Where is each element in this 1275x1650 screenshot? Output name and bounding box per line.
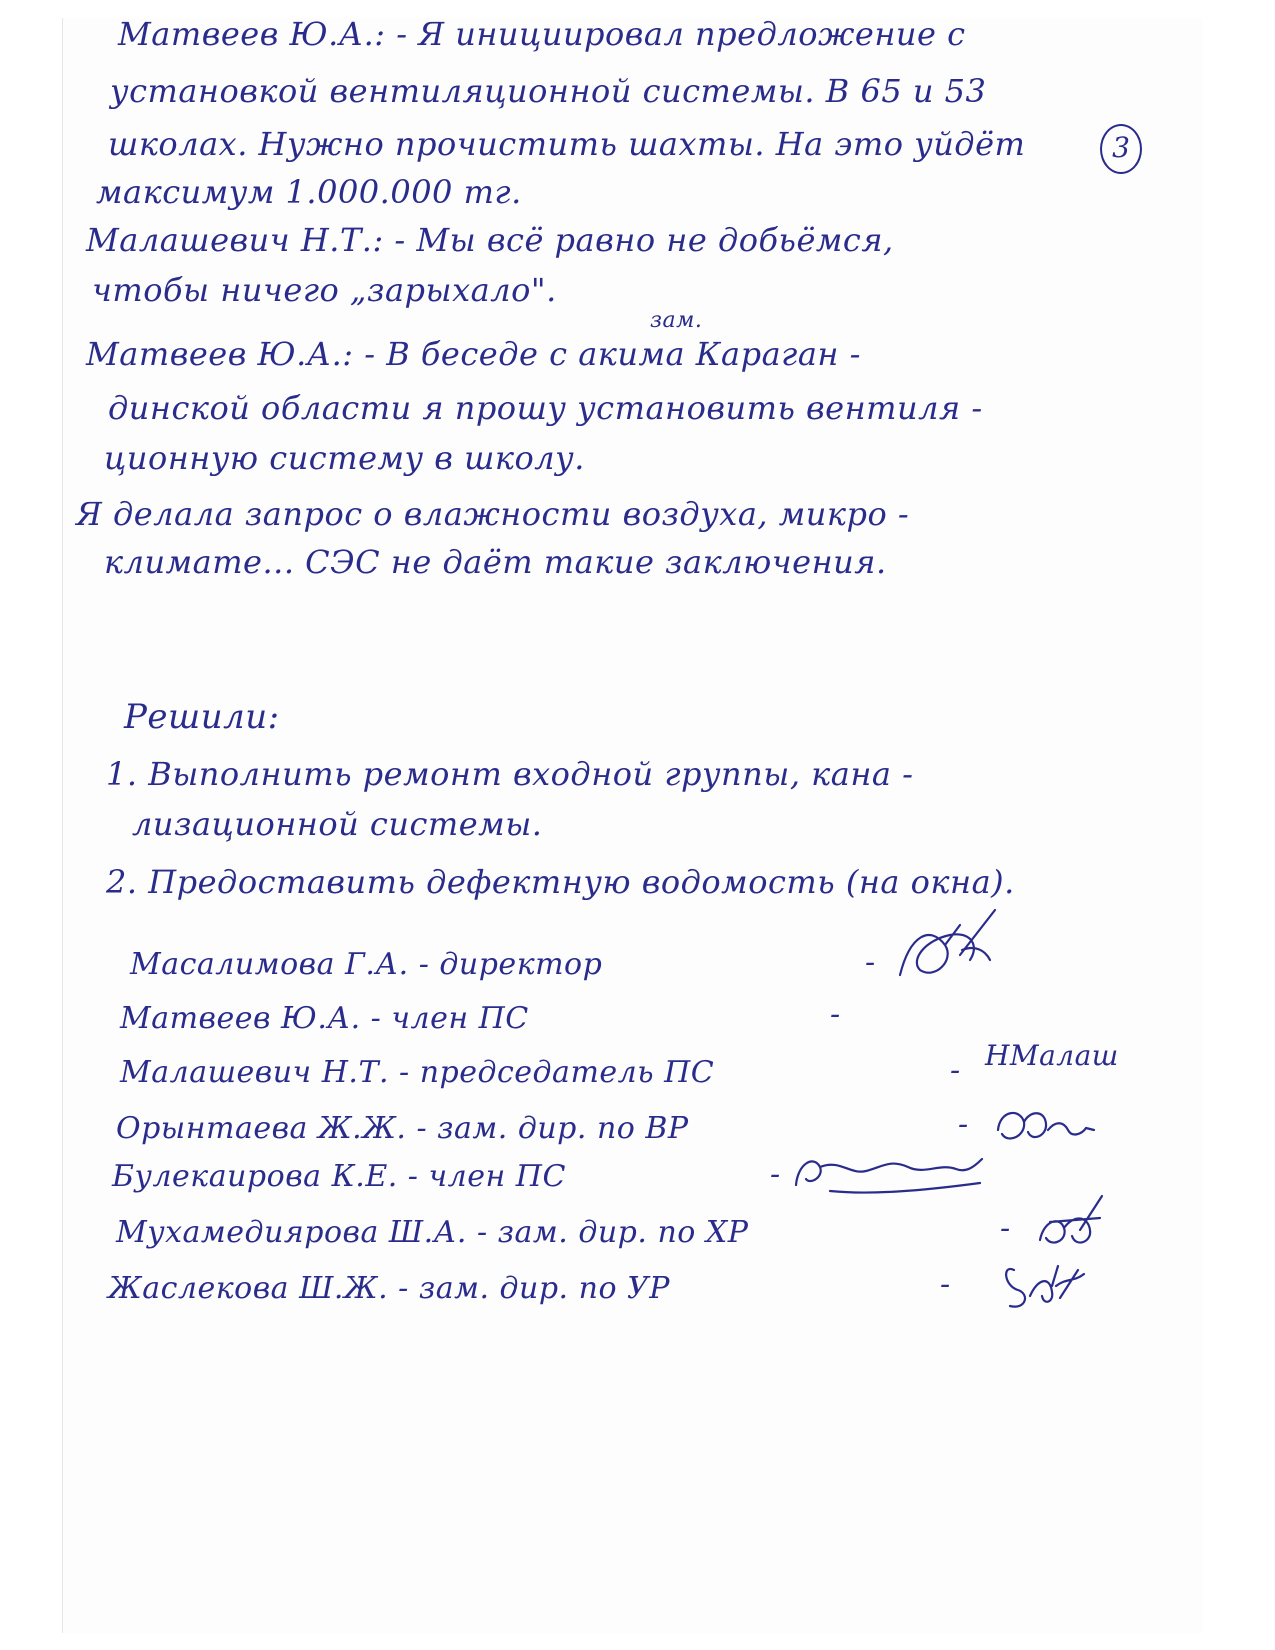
text-line-11: климате... СЭС не даёт такие заключения. <box>104 543 887 581</box>
signature-1 <box>890 905 1000 995</box>
signatory-6-dash: - <box>1000 1211 1011 1246</box>
decision-item-1: 1. Выполнить ремонт входной группы, кана - <box>106 755 914 793</box>
decision-item-1-cont: лизационной системы. <box>132 805 543 843</box>
text-line-9: ционную систему в школу. <box>104 439 585 477</box>
signatory-5: Булекаирова К.Е. - член ПС <box>112 1159 566 1194</box>
signatory-3-dash: - <box>950 1053 961 1088</box>
signatory-4-dash: - <box>958 1107 969 1142</box>
signatory-6: Мухамедиярова Ш.А. - зам. дир. по ХР <box>116 1215 749 1250</box>
signature-3: НМалаш <box>985 1039 1119 1072</box>
signatory-7: Жаслекова Ш.Ж. - зам. дир. по УР <box>108 1271 670 1306</box>
signature-4 <box>990 1100 1100 1160</box>
text-line-2: установкой вентиляционной системы. В 65 и 53 <box>110 72 987 110</box>
text-line-6: чтобы ничего „зарыхало". <box>92 271 557 309</box>
signatory-5-dash: - <box>770 1157 781 1192</box>
decision-item-2: 2. Предоставить дефектную водомость (на окна). <box>106 863 1015 901</box>
signatory-1-dash: - <box>865 945 876 980</box>
text-line-10: Я делала запрос о влажности воздуха, микро - <box>76 495 910 533</box>
signatory-3: Малашевич Н.Т. - председатель ПС <box>120 1055 715 1090</box>
signatory-4: Орынтаева Ж.Ж. - зам. дир. по ВР <box>116 1111 689 1146</box>
decision-heading: Решили: <box>124 697 280 737</box>
signature-5 <box>790 1145 990 1205</box>
signatory-2-dash: - <box>830 997 841 1032</box>
page-number-circle: 3 <box>1100 124 1142 174</box>
text-line-4: максимум 1.000.000 тг. <box>96 173 522 211</box>
text-line-7: Матвеев Ю.А.: - В беседе с акима Караган - <box>86 335 861 373</box>
text-line-1: Матвеев Ю.А.: - Я инициировал предложение с <box>118 15 966 53</box>
signatory-2: Матвеев Ю.А. - член ПС <box>120 1001 529 1036</box>
signature-6 <box>1030 1190 1110 1260</box>
signature-7 <box>1000 1256 1090 1316</box>
signatory-1: Масалимова Г.А. - директор <box>130 947 603 982</box>
text-line-8: динской области я прошу установить вентиля - <box>108 389 983 427</box>
text-line-5: Малашевич Н.Т.: - Мы всё равно не добьёмся, <box>86 221 894 259</box>
insertion-note: зам. <box>650 308 703 333</box>
signatory-7-dash: - <box>940 1267 951 1302</box>
text-line-3: школах. Нужно прочистить шахты. На это уйдёт <box>108 125 1026 163</box>
